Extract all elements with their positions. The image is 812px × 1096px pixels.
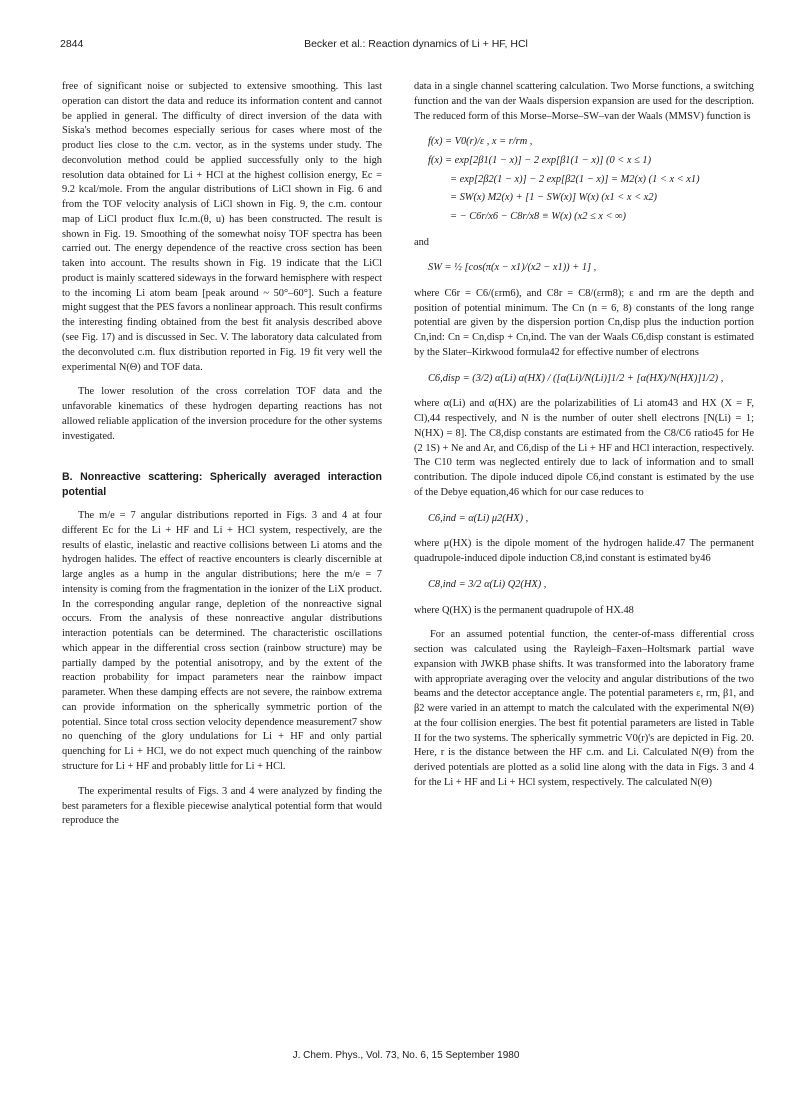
paragraph: data in a single channel scattering calculation. Two Morse functions, a switching function and the van der Waals dispersion expansion are used for the description. The reduced form of this Morse–Morse–SW–van der Waals (MMSV) function is (414, 81, 754, 122)
paragraph: where Q(HX) is the permanent quadrupole of HX.48 (414, 604, 634, 616)
page-header (60, 38, 772, 56)
equation: f(x) = exp[2β1(1 − x)] − 2 exp[β1(1 − x)] (0 < x ≤ 1) (428, 154, 652, 166)
paragraph: where α(Li) and α(HX) are the polarizabilities of Li atom43 and HX (X = F, Cl),44 respectively, and N is the number of outer shell electrons [N(Li) = 1; N(HX) = 8]. The C8,disp constants are estimated from the C8/C6 ratio45 for He (2 1S) + Ne and Ar, and C6,disp of the Li + HF and HCl interaction, respectively. The C10 term was neglected entirely due to lack of information and to small contribution. The dipole induced dipole C6,ind constant is estimated by the use of the Debye equation,46 which for our case reduces to (414, 398, 754, 498)
paragraph: where C6r = C6/(εrm6), and C8r = C8/(εrm8); ε and rm are the depth and position of potential minimum. The Cn (n = 6, 8) constants of the long range potential are given by the dispersion portion Cn,disp plus the induction portion Cn,ind: Cn = Cn,disp + Cn,ind. The van der Waals C6,disp constant is estimated by the Slater–Kirkwood formula42 for effective number of electrons (414, 287, 754, 358)
paragraph: where μ(HX) is the dipole moment of the hydrogen halide.47 The permanent quadrupole-induced dipole induction C8,ind constant is estimated by46 (414, 538, 754, 565)
left-column (62, 80, 382, 839)
paragraph: and (414, 236, 430, 248)
right-column (414, 80, 754, 801)
equation: = exp[2β2(1 − x)] − 2 exp[β2(1 − x)] = M2(x) (1 < x < x1) (450, 173, 700, 185)
equation-switching-function: SW = ½ [cos(π(x − x1)/(x2 − x1)) + 1] , (428, 262, 597, 274)
running-title: Becker et al.: Reaction dynamics of Li + HF, HCl (304, 38, 528, 50)
paragraph: The m/e = 7 angular distributions reported in Figs. 3 and 4 at four different Ec for the Li + HF and Li + HCl system, respectively, are the results of elastic, inelastic and reactive collisions between Li atoms and the hydrogen halides. The effect of reactive encounters is clearly discernible at large angles as a hump in the angular distributions; here the m/e = 7 intensity is coming from the fragmentation in the ionizer of the LiX product. In the corresponding angular range, depletion of the nonreactive signal occurs. From the analysis of these nonreactive angular distributions interaction potentials can be determined. The characteristic oscillations which appear in the differential cross section (rainbow structure) may be partially damped by the potential anisotropy, and by the extent of the reaction probability for impact parameters near the rainbow impact parameter. When these damping effects are not severe, the rainbow extrema can provide information on the spherically symmetric portion of the potential. Since total cross section velocity dependence measurement7 show no quenching of the glory undulations for Li + HF and only partial quenching for Li + HCl, we do not expect much quenching of the rainbow structure for Li + HF and probably little for Li + HCl. (62, 509, 382, 772)
paragraph: The experimental results of Figs. 3 and 4 were analyzed by finding the best parameters for a flexible piecewise analytical potential form that would reproduce the (62, 785, 382, 827)
equation: = − C6r/x6 − C8r/x8 ≡ W(x) (x2 ≤ x < ∞) (450, 210, 626, 222)
paragraph: For an assumed potential function, the center-of-mass differential cross section was calculated using the Rayleigh–Faxen–Holtsmark partial wave expansion with JWKB phase shifts. It was transformed into the laboratory frame with appropriate averaging over the velocity and angular distributions of the two beams and the detector acceptance angle. The potential parameters ε, rm, β1, and β2 were varied in an attempt to match the calculated with the experimental N(Θ) at the four collision energies. The best fit potential parameters are listed in Table II for the two systems. The spherically symmetric V0(r)'s are depicted in Fig. 20. Here, r is the distance between the HF c.m. and Li. Calculated N(Θ) from the derived potentials are plotted as a solid line along with the data in Figs. 3 and 4 for the Li + HF and Li + HCl system, respectively. The calculated N(Θ) (414, 629, 754, 788)
equation-debye: C6,ind = α(Li) μ2(HX) , (428, 512, 529, 524)
equation-block-mmsv (428, 134, 754, 225)
equation: = SW(x) M2(x) + [1 − SW(x)] W(x) (x1 < x < x2) (450, 192, 657, 204)
paragraph: free of significant noise or subjected to extensive smoothing. This last operation can distort the data and reduce its information content and cannot be applied in general. The difficulty of direct inversion of the data with Siska's method becomes especially serious for cases where most of the product lies close to the c.m. vector, as in the systems under study. The deconvolution method could be applied successfully only to the high resolution data obtained for Li + HCl at the highest collision energy, Ec = 9.2 kcal/mole. From the angular distributions of LiCl shown in Fig. 6 and from the TOF velocity analysis of LiCl shown in Fig. 9, the c.m. contour map of LiCl product flux Ic.m.(θ, u) has been constructed. The result is shown in Fig. 19. Smoothing of the somewhat noisy TOF spectra has been carried out. The energy dependence of the reactive cross section has been taken into account. The results shown in Fig. 19 indicate that the LiCl product is mainly scattered sideways in the forward hemisphere with respect to the incoming Li atom beam [peak around ~ 50°–60°]. Such a feature might suggest that the PES favors a nonlinear approach. This result confirms the interesting finding obtained from the best fit analysis described above (see Fig. 17) and is discussed in Sec. V. The laboratory data calculated from the deconvoluted c.m. flux distribution reported in Fig. 19 fit very well the experimental N(Θ) and TOF data. (62, 81, 382, 373)
equation-quadrupole: C8,ind = 3/2 α(Li) Q2(HX) , (428, 578, 547, 590)
equation-slater-kirkwood: C6,disp = (3/2) α(Li) α(HX) / ([α(Li)/N(Li)]1/2 + [α(HX)/N(HX)]1/2) , (428, 372, 724, 384)
journal-footer: J. Chem. Phys., Vol. 73, No. 6, 15 September 1980 (292, 1050, 520, 1061)
equation: f(x) = V0(r)/ε , x = r/rm , (428, 136, 533, 148)
page-number: 2844 (60, 38, 84, 50)
section-heading: B. Nonreactive scattering: Spherically averaged interaction potential (62, 471, 382, 498)
paragraph: The lower resolution of the cross correlation TOF data and the unfavorable kinematics of these hydrogen departing reactions has not allowed reliable application of the inversion procedure for the other systems investigated. (62, 386, 382, 442)
